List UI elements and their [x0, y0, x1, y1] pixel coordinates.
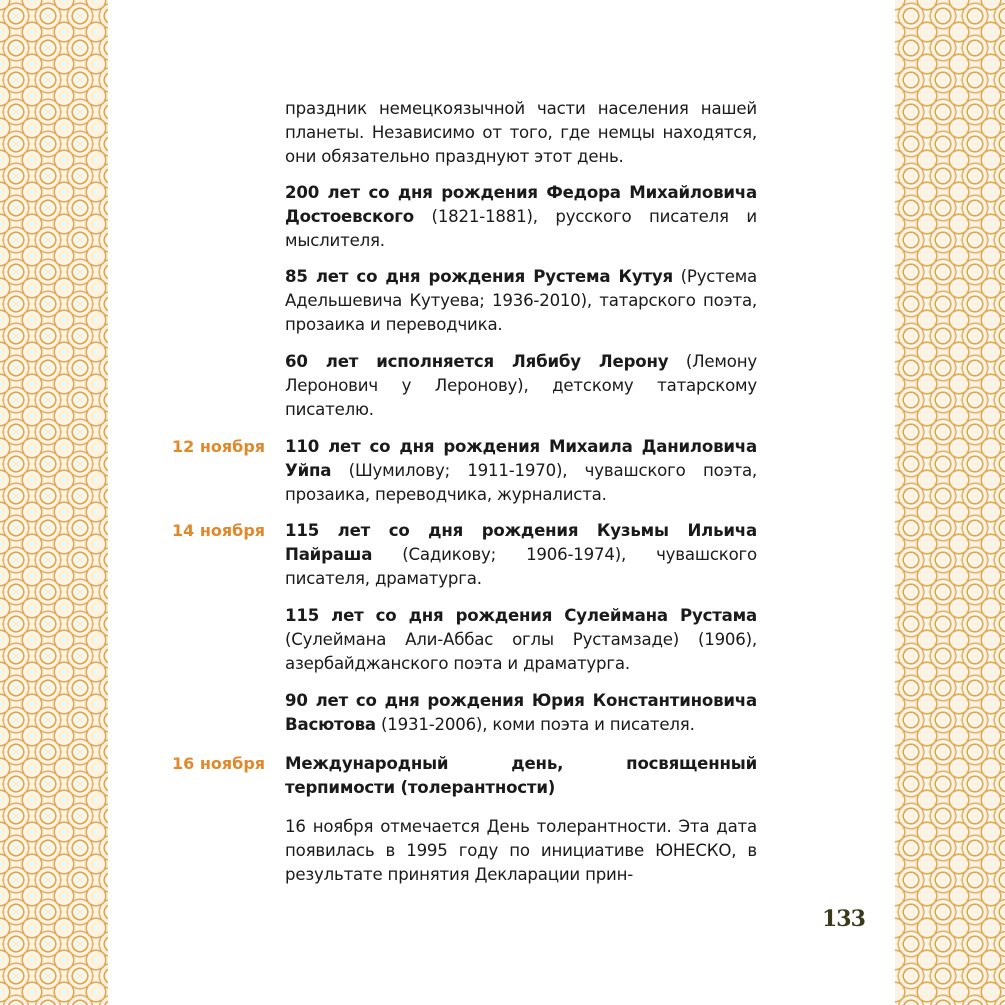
entry-title: Международный день, посвященный терпимости (толерантности) [285, 754, 757, 797]
entry-text [285, 752, 757, 800]
entry-description: (Рустема Адельшевича Кутуева; 1936-2010), татарского поэта, прозаика и переводчика. [285, 267, 757, 334]
entry-text [285, 97, 757, 169]
entry-description: 16 ноября отмечается День толерантности. Эта дата появилась в 1995 году по инициативе ЮНЕСКО, в результате принятия Декларации прин- [285, 817, 757, 884]
entry-description: (1821-1881), русского писателя и мыслителя. [285, 207, 757, 250]
entry-title: 115 лет со дня рождения Сулеймана Рустама [285, 606, 757, 625]
entry-text [285, 519, 757, 591]
entry-description: (Шумилову; 1911-1970), чувашского поэта, прозаика, переводчика, журналиста. [285, 461, 757, 504]
entry-text [285, 689, 757, 737]
entry-text [285, 265, 757, 337]
entry-description: (Садикову; 1906-1974), чувашского писателя, драматурга. [285, 545, 757, 588]
entry-date: 14 ноября [172, 521, 266, 540]
entry-title: 200 лет со дня рождения Федора Михайловича Достоевского [285, 183, 757, 226]
entry-text [285, 604, 757, 676]
entry-title: 90 лет со дня рождения Юрия Константиновича Васютова [285, 691, 757, 734]
entry-description: (Лемону Леронович у Леронову), детскому татарскому писателю. [285, 352, 757, 419]
page-number: 133 [822, 906, 865, 932]
entry-text [285, 435, 757, 507]
entry-description: (1931-2006), коми поэта и писателя. [375, 715, 695, 734]
entry-date: 12 ноября [172, 437, 266, 456]
entry-title: 115 лет со дня рождения Кузьмы Ильича Пайраша [285, 521, 757, 564]
entry-text [285, 815, 757, 887]
entry-date: 16 ноября [172, 754, 266, 773]
entry-description: праздник немецкоязычной части населения нашей планеты. Независимо от того, где немцы находятся, они обязательно празднуют этот день. [285, 99, 757, 166]
entry-text [285, 181, 757, 253]
entry-text [285, 350, 757, 422]
entry-title: 60 лет исполняется Лябибу Лерону [285, 352, 669, 371]
entry-description: (Сулеймана Али-Аббас оглы Рустамзаде) (1906), азербайджанского поэта и драматурга. [285, 630, 757, 673]
entry-title: 110 лет со дня рождения Михаила Даниловича Уйпа [285, 437, 757, 480]
entry-title: 85 лет со дня рождения Рустема Кутуя [285, 267, 673, 286]
